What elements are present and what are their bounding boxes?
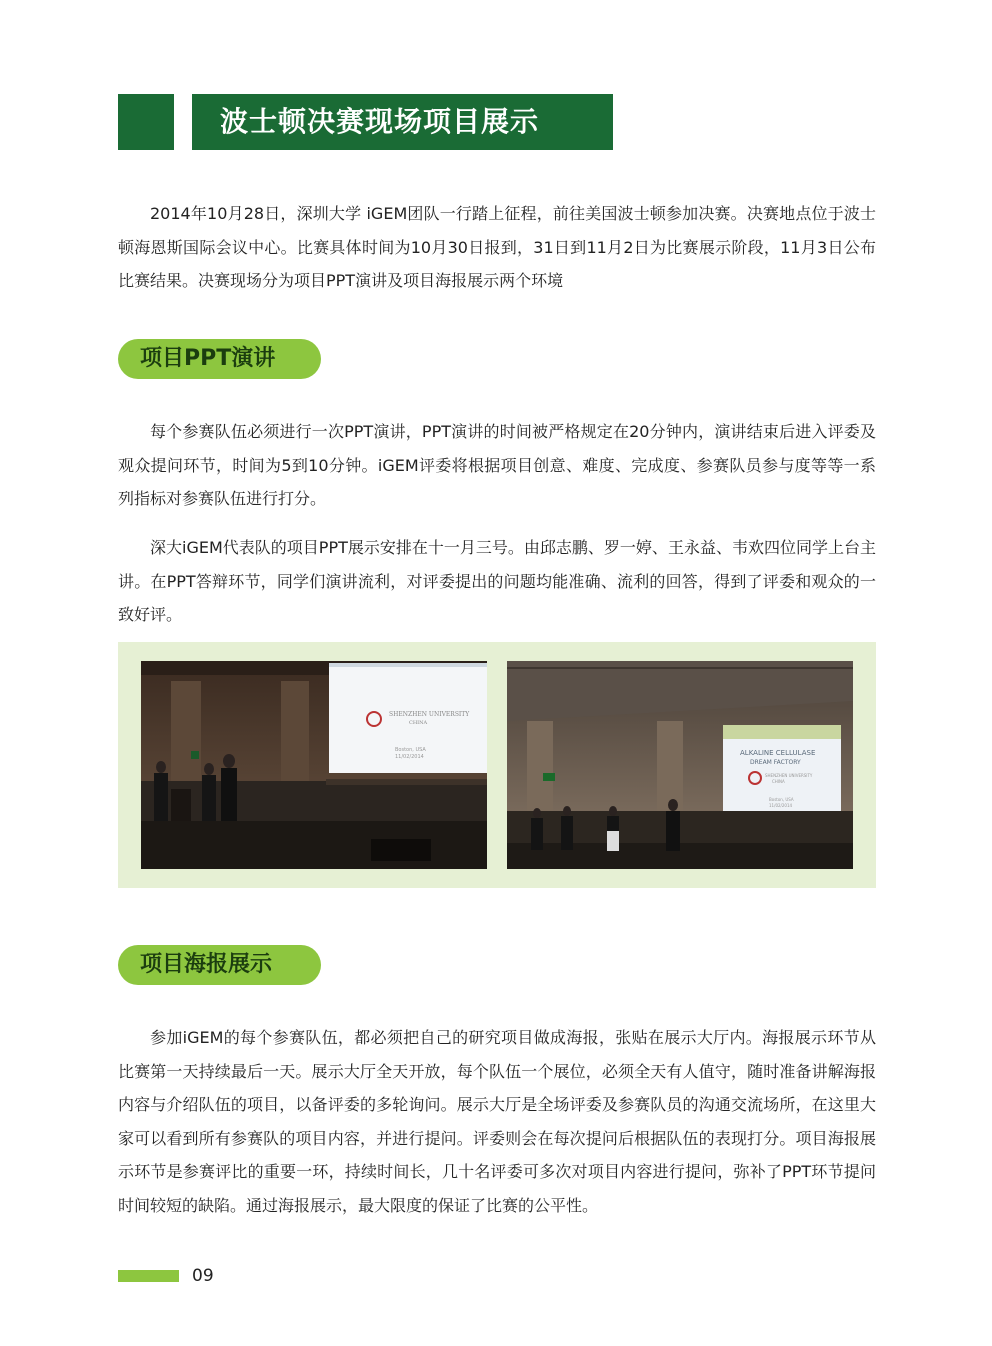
section-heading-ppt: 项目PPT演讲 — [118, 339, 321, 379]
right-slide-line2: DREAM FACTORY — [750, 759, 801, 766]
right-slide-line1: ALKALINE CELLULASE — [740, 749, 816, 757]
ppt-paragraph-2: 深大iGEM代表队的项目PPT展示安排在十一月三号。由邱志鹏、罗一婷、王永益、韦欢四位同学上台主讲。在PPT答辩环节，同学们演讲流利，对评委提出的问题均能准确、流利的回答，得到了评委和观众的一致好评。 — [118, 538, 876, 624]
right-slide-line4: CHINA — [772, 779, 785, 784]
photo-right — [507, 661, 853, 869]
right-slide-line6: 11/02/2014 — [769, 803, 793, 808]
section-heading-poster: 项目海报展示 — [118, 945, 321, 985]
photo-left — [141, 661, 487, 869]
left-slide-line2: CHINA — [409, 720, 428, 726]
page-title: 波士顿决赛现场项目展示 — [192, 94, 613, 150]
right-slide-line3: SHENZHEN UNIVERSITY — [765, 773, 813, 778]
title-square — [118, 94, 174, 150]
intro-paragraph: 2014年10月28日，深圳大学 iGEM团队一行踏上征程，前往美国波士顿参加决赛。决赛地点位于波士顿海恩斯国际会议中心。比赛具体时间为10月30日报到，31日到11月2日为比赛展示阶段，11月3日公布比赛结果。决赛现场分为项目PPT演讲及项目海报展示两个环境 — [118, 204, 876, 290]
ppt-paragraph-1: 每个参赛队伍必须进行一次PPT演讲，PPT演讲的时间被严格规定在20分钟内，演讲结束后进入评委及观众提问环节，时间为5到10分钟。iGEM评委将根据项目创意、难度、完成度、参赛队员参与度等等一系列指标对参赛队伍进行打分。 — [118, 422, 876, 508]
left-slide-line3: Boston, USA — [395, 747, 426, 753]
footer-bar — [118, 1270, 179, 1282]
left-slide-line1: SHENZHEN UNIVERSITY — [389, 711, 470, 718]
photo-band — [118, 642, 876, 888]
poster-paragraph: 参加iGEM的每个参赛队伍，都必须把自己的研究项目做成海报，张贴在展示大厅内。海报展示环节从比赛第一天持续最后一天。展示大厅全天开放，每个队伍一个展位，必须全天有人值守，随时准备讲解海报内容与介绍队伍的项目，以备评委的多轮询问。展示大厅是全场评委及参赛队员的沟通交流场所，在这里大家可以看到所有参赛队的项目内容，并进行提问。评委则会在每次提问后根据队伍的表现打分。项目海报展示环节是参赛评比的重要一环，持续时间长，几十名评委可多次对项目内容进行提问，弥补了PPT环节提问时间较短的缺陷。通过海报展示，最大限度的保证了比赛的公平性。 — [118, 1028, 876, 1215]
right-slide-line5: Boston, USA — [769, 797, 794, 802]
page-number: 09 — [192, 1266, 214, 1286]
left-slide-line4: 11/02/2014 — [395, 754, 424, 760]
